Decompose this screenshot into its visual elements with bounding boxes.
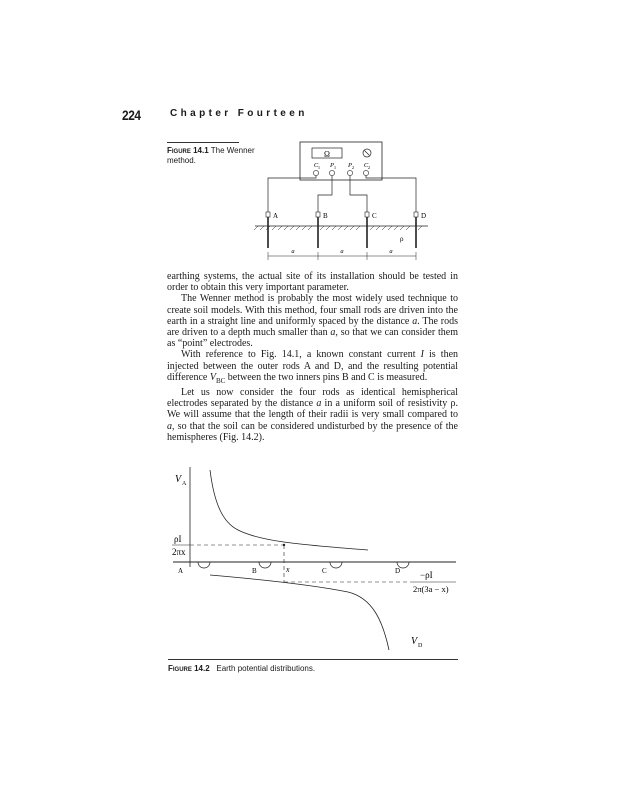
body-text [167, 271, 458, 443]
figure-1-caption-text: The Wenner method. [167, 146, 255, 165]
terminal-p1 [329, 162, 336, 176]
svg-text:P: P [330, 162, 334, 169]
figure-2-caption-rule [168, 659, 458, 660]
x-position-label: x [286, 565, 290, 574]
svg-text:C: C [313, 162, 319, 169]
spacing-label-1: a [291, 248, 295, 255]
vd-potential-curve [210, 575, 389, 650]
svg-text:A: A [273, 212, 279, 220]
left-equation-numerator: ρI [174, 534, 182, 544]
chapter-title: Chapter Fourteen [170, 108, 308, 119]
paragraph-4: Let us now consider the four rods as identical hemispherical electrodes separated by the distance a in a uniform soil of resistivity ρ. We will assume that the length of their radii is very small compared to a, so that the soil can be considered undisturbed by the presence of the hemispheres (Fig. 14.2). [167, 387, 458, 443]
terminal-c1 [313, 162, 320, 176]
ohm-symbol: Ω [324, 149, 330, 159]
spacing-label-3: a [389, 248, 393, 255]
paragraph-3: With reference to Fig. 14.1, a known constant current I is then injected between the outer rods A and D, and the resulting potential difference $V_{BC}$ between the two inners pins B and C is measured. [167, 349, 459, 385]
electrode-label-d: D [395, 567, 401, 575]
terminal-p2 [347, 162, 354, 176]
ground-hatching [254, 226, 422, 230]
intersection-point-upper [283, 544, 285, 546]
electrode-label-b: B [252, 567, 257, 575]
hemisphere-c [330, 562, 342, 568]
figure-1-caption-rule [167, 142, 239, 143]
paragraph-2: The Wenner method is probably the most widely used technique to create soil models. With this method, four small rods are driven into the earth in a straight line and uniformly spaced by the distance a. The rods are driven to a depth much smaller than a, so that we can consider them as “point” electrodes. [167, 293, 458, 350]
svg-text:1: 1 [317, 165, 321, 170]
resistivity-label: ρ [400, 235, 404, 243]
svg-text:C: C [363, 162, 369, 169]
vd-label: V [411, 636, 418, 647]
connection-wires [268, 176, 416, 212]
wenner-method-diagram [250, 140, 460, 265]
hemisphere-a [198, 562, 210, 568]
svg-text:2: 2 [367, 165, 371, 170]
va-label: V [175, 474, 182, 485]
svg-text:D: D [421, 212, 427, 220]
terminal-c2 [363, 162, 370, 176]
paragraph-1: earthing systems, the actual site of its installation should be tested in order to obtain this very important parameter. [167, 271, 458, 294]
svg-text:2: 2 [351, 165, 355, 170]
electrode-d [414, 212, 426, 248]
electrode-label-a: A [178, 567, 184, 575]
right-equation-denominator: 2π(3a − x) [413, 584, 449, 594]
electrode-label-c: C [322, 567, 327, 575]
electrode-c [365, 212, 377, 248]
svg-text:P: P [348, 162, 352, 169]
page-number: 224 [122, 107, 141, 123]
figure-1-caption [167, 146, 257, 166]
va-potential-curve [210, 470, 368, 550]
meter-knob-pointer [365, 151, 370, 156]
earth-potential-diagram [168, 462, 458, 658]
va-subscript: A [182, 481, 187, 487]
left-equation-denominator: 2πx [172, 547, 186, 557]
figure-1-label: Figure 14.1 [167, 146, 209, 155]
spacing-label-2: a [340, 248, 344, 255]
svg-text:1: 1 [333, 165, 337, 170]
svg-text:B: B [323, 212, 328, 220]
figure-2-caption-text: Earth potential distributions. [216, 664, 316, 673]
figure-2-caption [168, 664, 315, 673]
svg-text:C: C [372, 212, 377, 220]
hemisphere-b [259, 562, 271, 568]
figure-2-label: Figure 14.2 [168, 664, 210, 673]
right-equation-numerator: −ρI [420, 570, 433, 580]
vd-subscript: D [418, 643, 423, 649]
